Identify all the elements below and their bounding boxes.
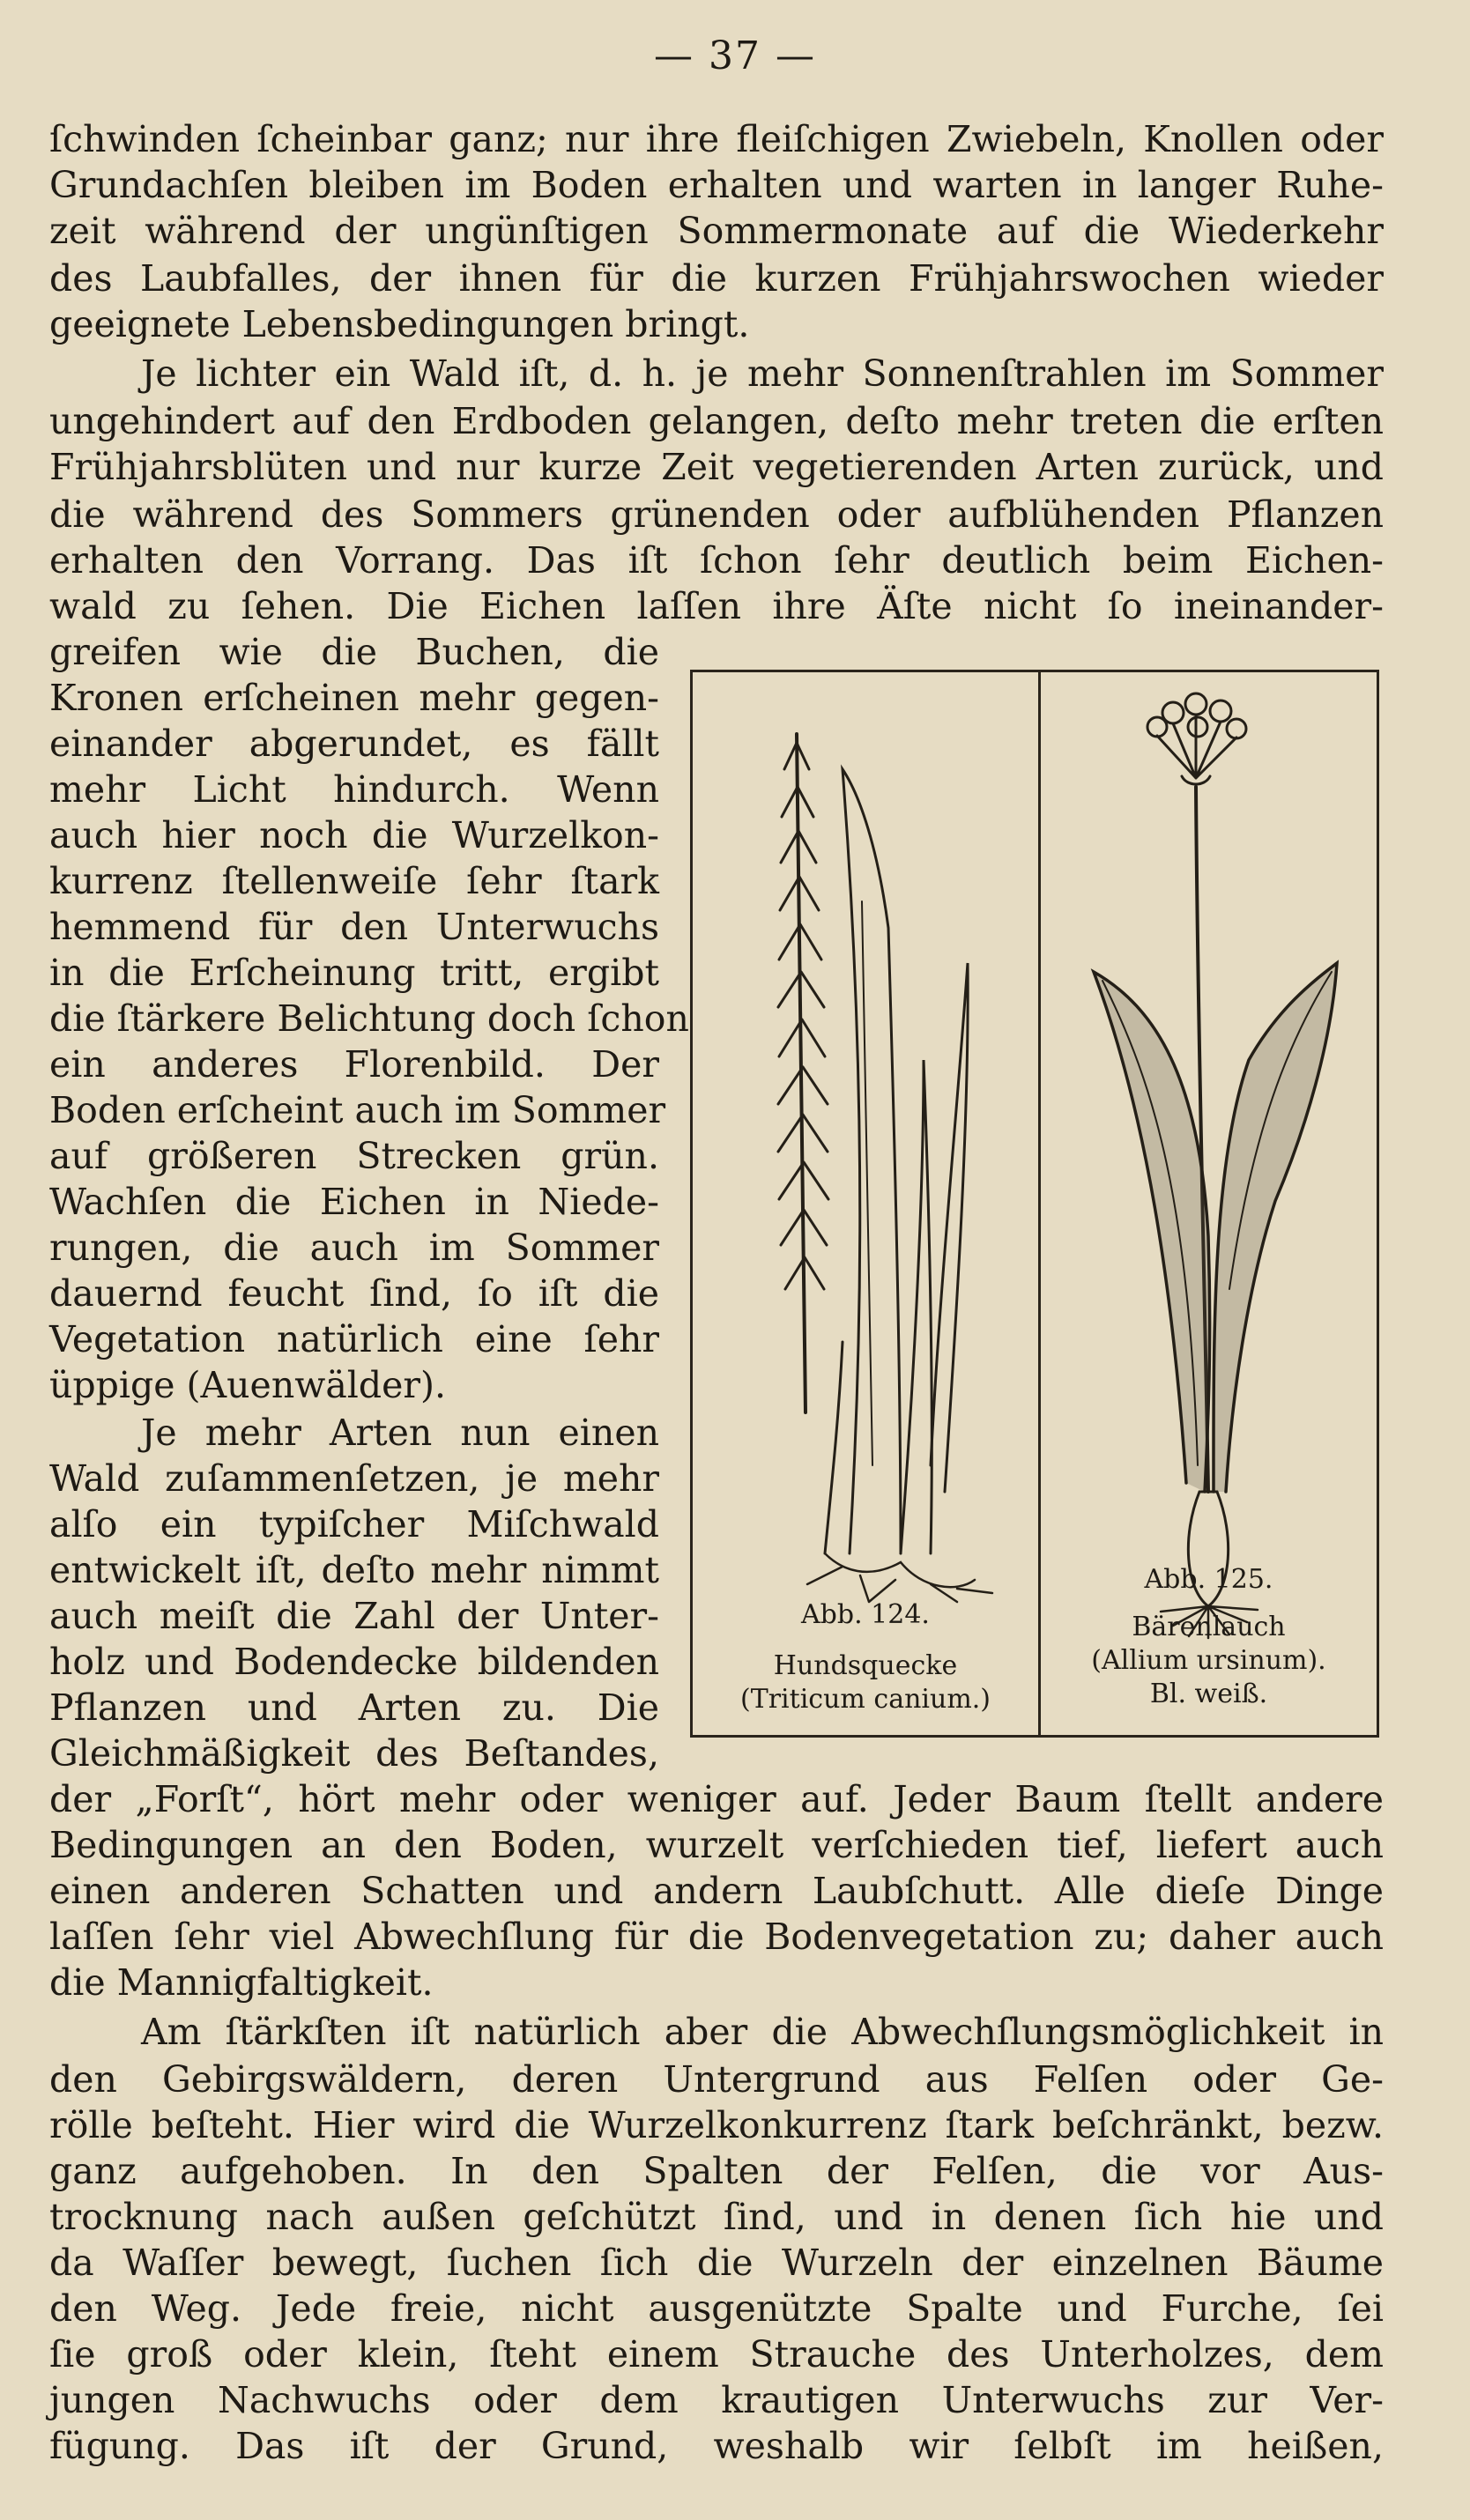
text-line: den Weg. Jede freie, nicht ausgenützte Spalte und Furche, ſei	[49, 2287, 1384, 2330]
text-line: Kronen erſcheinen mehr gegen-	[49, 677, 659, 719]
text-line: ſie groß oder klein, ſteht einem Strauche des Unterholzes, dem	[49, 2333, 1384, 2375]
text-line: fügung. Das iſt der Grund, weshalb wir ſelbſt im heißen,	[49, 2425, 1384, 2467]
text-line: Grundachſen bleiben im Boden erhalten und warten in langer Ruhe-	[49, 164, 1384, 206]
text-line: geeignete Lebensbedingungen bringt.	[49, 303, 750, 345]
text-line: Boden erſcheint auch im Sommer	[49, 1089, 666, 1131]
text-line: Je lichter ein Wald iſt, d. h. je mehr Sonnenſtrahlen im Sommer	[141, 352, 1384, 395]
figure-125-latin: (Allium ursinum).	[1091, 1645, 1326, 1676]
figure-125-number: Abb. 125.	[1144, 1564, 1273, 1595]
text-line: Wachſen die Eichen in Niede-	[49, 1181, 659, 1223]
figure-125-note: Bl. weiß.	[1149, 1679, 1268, 1709]
text-line: die ſtärkere Belichtung doch ſchon	[49, 997, 689, 1040]
text-line: Pflanzen und Arten zu. Die	[49, 1686, 659, 1729]
figure-124-name: Hundsquecke	[773, 1650, 958, 1681]
text-line: auch meiſt die Zahl der Unter-	[49, 1595, 659, 1637]
text-line: ungehindert auf den Erdboden gelangen, deſto mehr treten die erſten	[49, 400, 1384, 442]
text-line: entwickelt iſt, deſto mehr nimmt	[49, 1549, 659, 1591]
text-line: Wald zuſammenſetzen, je mehr	[49, 1457, 659, 1500]
text-line: den Gebirgswäldern, deren Untergrund aus Felſen oder Ge-	[49, 2058, 1384, 2101]
text-line: zeit während der ungünſtigen Sommermonate auf die Wiederkehr	[49, 210, 1384, 252]
text-line: laſſen ſehr viel Abwechſlung für die Bodenvegetation zu; daher auch	[49, 1916, 1384, 1958]
text-line: Bedingungen an den Boden, wurzelt verſchieden tief, liefert auch	[49, 1824, 1384, 1866]
text-line: dauernd feucht ſind, ſo iſt die	[49, 1272, 659, 1315]
text-line: in die Erſcheinung tritt, ergibt	[49, 952, 659, 994]
text-line: die Mannigfaltigkeit.	[49, 1961, 434, 2004]
text-line: jungen Nachwuchs oder dem krautigen Unterwuchs zur Ver-	[49, 2379, 1384, 2421]
text-line: einander abgerundet, es fällt	[49, 723, 659, 765]
figure-125-name: Bärenlauch	[1132, 1612, 1286, 1642]
text-line: ganz aufgehoben. In den Spalten der Felſen, die vor Aus-	[49, 2150, 1384, 2192]
text-line: erhalten den Vorrang. Das iſt ſchon ſehr deutlich beim Eichen-	[49, 539, 1384, 582]
text-line: rölle beſteht. Hier wird die Wurzelkonkurrenz ſtark beſchränkt, bezw.	[49, 2104, 1384, 2146]
text-line: greifen wie die Buchen, die	[49, 631, 659, 673]
text-line: der „Forſt“, hört mehr oder weniger auf. Jeder Baum ſtellt andere	[49, 1778, 1384, 1820]
text-line: alſo ein typiſcher Miſchwald	[49, 1503, 659, 1545]
text-line: üppige (Auenwälder).	[49, 1364, 447, 1406]
text-line: ſchwinden ſcheinbar ganz; nur ihre fleiſchigen Zwiebeln, Knollen oder	[49, 118, 1384, 160]
text-line: ein anderes Florenbild. Der	[49, 1043, 659, 1086]
text-line: Frühjahrsblüten und nur kurze Zeit vegetierenden Arten zurück, und	[49, 446, 1384, 488]
text-line: hemmend für den Unterwuchs	[49, 906, 659, 948]
text-line: auch hier noch die Wurzelkon-	[49, 814, 659, 856]
text-line: Je mehr Arten nun einen	[141, 1412, 659, 1454]
text-line: des Laubfalles, der ihnen für die kurzen Frühjahrswochen wieder	[49, 257, 1384, 300]
figure-124	[693, 672, 1038, 1735]
text-line: wald zu ſehen. Die Eichen laſſen ihre Äſte nicht ſo ineinander-	[49, 585, 1384, 627]
couch-grass-illustration-icon	[693, 672, 1038, 1735]
figure-box	[690, 670, 1379, 1738]
figure-124-latin: (Triticum canium.)	[739, 1684, 991, 1715]
text-line: trocknung nach außen geſchützt ſind, und in denen ſich hie und	[49, 2196, 1384, 2238]
figure-124-number: Abb. 124.	[801, 1599, 930, 1630]
text-line: Am ſtärkſten iſt natürlich aber die Abwechſlungsmöglichkeit in	[141, 2011, 1384, 2053]
text-line: die während des Sommers grünenden oder aufblühenden Pflanzen	[49, 493, 1384, 536]
page-number: — 37 —	[654, 33, 816, 78]
text-line: einen anderen Schatten und andern Laubſchutt. Alle dieſe Dinge	[49, 1870, 1384, 1912]
text-line: rungen, die auch im Sommer	[49, 1227, 659, 1269]
figure-125	[1041, 672, 1377, 1735]
text-line: Vegetation natürlich eine ſehr	[49, 1318, 659, 1360]
text-line: Gleichmäßigkeit des Beſtandes,	[49, 1732, 659, 1775]
text-line: mehr Licht hindurch. Wenn	[49, 768, 659, 811]
text-line: da Waſſer bewegt, ſuchen ſich die Wurzeln der einzelnen Bäume	[49, 2242, 1384, 2284]
text-line: holz und Bodendecke bildenden	[49, 1641, 659, 1683]
text-line: auf größeren Strecken grün.	[49, 1135, 659, 1177]
text-line: kurrenz ſtellenweiſe ſehr ſtark	[49, 860, 659, 902]
